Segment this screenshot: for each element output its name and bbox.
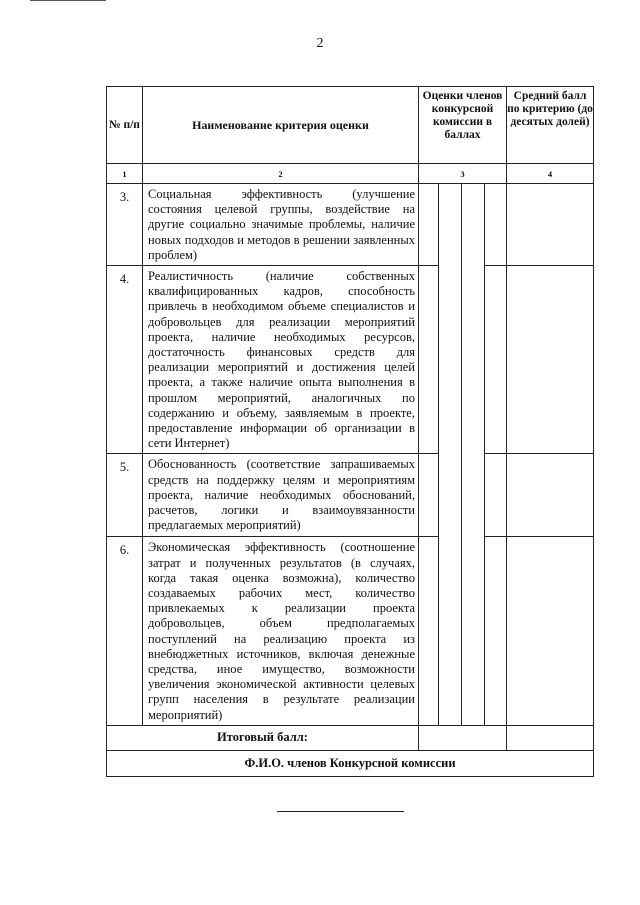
criterion-text: Социальная эффективность (улучшение состояния целевой группы, воздействие на другие социально значимые проблемы, наличие новых подходов и методов в решении заявленных проблем) [143, 184, 419, 266]
criteria-table [106, 86, 594, 777]
score-cell[interactable] [485, 184, 507, 266]
criterion-row [107, 266, 594, 454]
score-cell[interactable] [419, 266, 439, 454]
criterion-number: 4. [107, 266, 143, 454]
column-number-2: 2 [143, 164, 419, 184]
criterion-row [107, 537, 594, 725]
criterion-row [107, 184, 594, 266]
criterion-text: Экономическая эффективность (соотношение затрат и полученных результатов (в случаях, когда такая оценка возможна), количество создаваемых рабочих мест, количество привлекаемых к реализации проекта добровольцев, объем предполагаемых поступлений на реализацию проекта из внебюджетных источников, включая денежные средства, иное имущество, возможности увеличения экономической активности целевых групп населения в результате реализации мероприятий) [143, 537, 419, 725]
average-cell[interactable] [507, 184, 594, 266]
score-cell[interactable] [485, 454, 507, 537]
commission-row [107, 750, 594, 776]
criterion-number: 6. [107, 537, 143, 725]
score-cell[interactable] [419, 454, 439, 537]
top-rule [30, 0, 106, 1]
column-number-3: 3 [419, 164, 507, 184]
criterion-text: Обоснованность (соответствие запрашиваемых средств на поддержку целям и мероприятиям проекта, наличие необходимых обоснований, расчетов, логики и взаимоувязанности предлагаемых мероприятий) [143, 454, 419, 537]
score-cell[interactable] [439, 537, 462, 725]
total-average-cell[interactable] [507, 725, 594, 750]
total-row [107, 725, 594, 750]
total-score-label: Итоговый балл: [107, 725, 419, 750]
average-cell[interactable] [507, 537, 594, 725]
score-cell[interactable] [439, 184, 462, 266]
header-average-score: Средний балл по критерию (до десятых долей) [507, 87, 594, 164]
criterion-text: Реалистичность (наличие собственных квалифицированных кадров, способность привлечь в необходимом объеме специалистов и добровольцев для реализации мероприятий проекта, наличие необходимых ресурсов, достаточность финансовых средств для реализации мероприятий и достижения целей проекта, а также наличие опыта выполнения в прошлом мероприятий, аналогичных по содержанию и объему, заявляемым в проекте, предоставление информации об организации в сети Интернет) [143, 266, 419, 454]
page-number: 2 [316, 36, 324, 51]
criterion-number: 3. [107, 184, 143, 266]
score-cell[interactable] [462, 184, 485, 266]
column-number-4: 4 [507, 164, 594, 184]
header-criterion-name: Наименование критерия оценки [143, 87, 419, 164]
commission-members-label: Ф.И.О. членов Конкурсной комиссии [107, 750, 594, 776]
score-cell[interactable] [485, 266, 507, 454]
header-row [107, 87, 594, 164]
bottom-rule [277, 811, 404, 812]
score-cell[interactable] [462, 454, 485, 537]
score-cell[interactable] [439, 266, 462, 454]
criterion-number: 5. [107, 454, 143, 537]
score-cell[interactable] [462, 537, 485, 725]
criterion-row [107, 454, 594, 537]
score-cell[interactable] [439, 454, 462, 537]
score-cell[interactable] [462, 266, 485, 454]
average-cell[interactable] [507, 454, 594, 537]
column-numbers-row [107, 164, 594, 184]
header-member-scores: Оценки членов конкурсной комиссии в баллах [419, 87, 507, 164]
column-number-1: 1 [107, 164, 143, 184]
score-cell[interactable] [485, 537, 507, 725]
total-score-cell[interactable] [419, 725, 507, 750]
score-cell[interactable] [419, 537, 439, 725]
header-number: № п/п [107, 87, 143, 164]
score-cell[interactable] [419, 184, 439, 266]
average-cell[interactable] [507, 266, 594, 454]
